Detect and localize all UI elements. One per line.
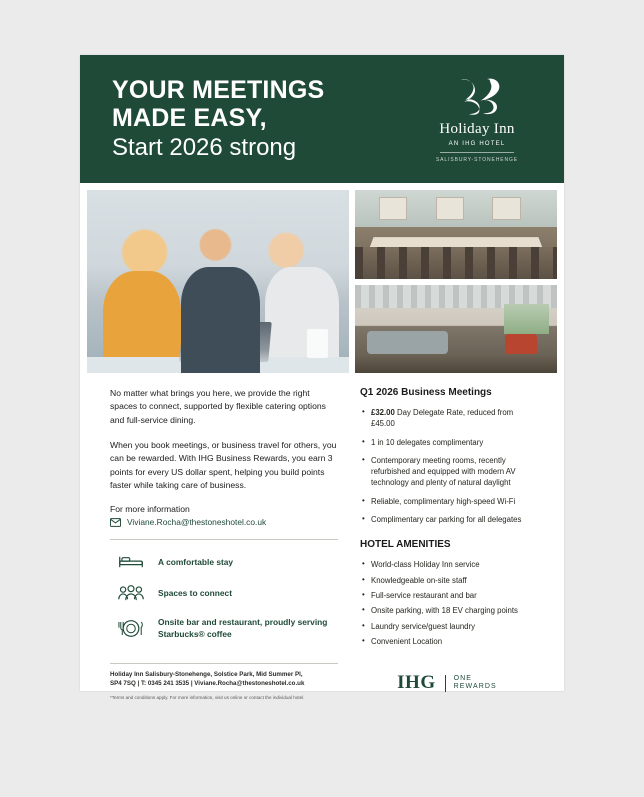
feature-label-2: Spaces to connect (158, 588, 233, 599)
photo-boardroom-chairs (355, 247, 557, 279)
photo-lounge-floor (355, 354, 557, 373)
amenities-list (360, 559, 534, 647)
headline-line-1: YOUR MEETINGS (112, 75, 325, 104)
header-text-block (80, 76, 402, 163)
photo-glass (307, 329, 328, 358)
photo-laptop (180, 322, 273, 362)
dining-icon (116, 619, 146, 638)
list-item: • Laundry service/guest laundry (371, 621, 534, 632)
header-banner (80, 55, 564, 183)
headline-line-3: Start 2026 strong (112, 133, 297, 161)
feature-comfortable-stay (110, 554, 338, 570)
photo-table (87, 357, 349, 373)
terms-note: *Terms and conditions apply. For more information, visit us online or contact the individual hotel. (110, 695, 305, 701)
rewards-line-2: REWARDS (453, 683, 497, 691)
meetings-heading: Q1 2026 Business Meetings (360, 387, 492, 398)
photo-right-column (355, 190, 557, 373)
rewards-line-1: ONE (453, 674, 473, 682)
people-icon (116, 585, 146, 602)
footer (80, 655, 564, 701)
envelope-icon (110, 518, 121, 527)
feature-bar-restaurant (110, 617, 338, 640)
meetings-list (360, 407, 534, 525)
address-line-2: SP4 7SQ | T: 0345 241 3535 | Viviane.Rocha@thestoneshotel.co.uk (110, 680, 305, 688)
list-item: • £32.00 Day Delegate Rate, reduced from £45.00 (371, 407, 534, 430)
list-item: • Reliable, complimentary high-speed Wi-Fi (371, 496, 534, 507)
ihg-one-rewards-logo (360, 672, 534, 700)
left-column (110, 387, 338, 655)
photo-wall-art-3 (492, 197, 520, 220)
list-item: • Knowledgeable on-site staff (371, 575, 534, 586)
one-rewards-lockup (445, 675, 497, 693)
email-row[interactable] (110, 517, 338, 527)
intro-paragraph-1: No matter what brings you here, we provide the right spaces to connect, supported by flexible catering options and full-service dining. (110, 388, 326, 425)
list-item: • Convenient Location (371, 636, 534, 647)
photo-meeting-people (87, 190, 349, 373)
footer-divider (110, 663, 338, 664)
brand-location: SALISBURY-STONEHENGE (435, 156, 519, 163)
brand-name: Holiday Inn (439, 120, 515, 137)
photo-wall-art-1 (379, 197, 407, 220)
list-item: • 1 in 10 delegates complimentary (371, 437, 534, 448)
more-info-label: For more information (110, 504, 190, 515)
right-column (360, 387, 534, 655)
list-item: • World-class Holiday Inn service (371, 559, 534, 570)
amenities-heading: HOTEL AMENITIES (360, 539, 451, 551)
day-delegate-rate: £32.00 (371, 408, 395, 417)
photo-strip (80, 183, 564, 373)
photo-boardroom-scene (355, 190, 557, 279)
holiday-inn-h-icon (451, 76, 503, 116)
bed-icon (116, 554, 146, 570)
flyer-page (80, 55, 564, 701)
feature-label-3: Onsite bar and restaurant, proudly serving Starbucks® coffee (158, 617, 328, 639)
left-divider (110, 539, 338, 540)
contact-email-link[interactable]: Viviane.Rocha@thestoneshotel.co.uk (127, 517, 267, 528)
photo-lounge (355, 285, 557, 374)
ihg-wordmark: IHG (397, 672, 436, 694)
list-item: • Full-service restaurant and bar (371, 590, 534, 601)
list-item: • Contemporary meeting rooms, recently refurbished and equipped with modern AV technology and plenty of natural daylight (371, 455, 534, 489)
photo-lounge-chair (505, 334, 537, 355)
logo-divider (440, 152, 514, 153)
photo-boardroom (355, 190, 557, 279)
feature-spaces-to-connect (110, 585, 338, 602)
list-item: • Complimentary car parking for all delegates (371, 514, 534, 525)
list-item: • Onsite parking, with 18 EV charging points (371, 605, 534, 616)
footer-address-block (110, 663, 360, 701)
address-line-1: Holiday Inn Salisbury-Stonehenge, Solstice Park, Mid Summer Pl, (110, 670, 303, 678)
photo-lounge-scene (355, 285, 557, 374)
photo-lounge-sofa (367, 331, 448, 354)
content-area (80, 373, 564, 655)
headline-line-2: MADE EASY, (112, 103, 267, 132)
feature-label-1: A comfortable stay (158, 556, 234, 567)
photo-lounge-window (504, 304, 548, 334)
holiday-inn-logo (402, 76, 564, 163)
brand-subtitle: AN IHG HOTEL (448, 140, 506, 147)
intro-paragraph-2: When you book meetings, or business travel for others, you can be rewarded. With IHG Business Rewards, you earn 3 points for every US dollar spent, helping you build points faster while taking care of business. (110, 439, 337, 490)
photo-wall-art-2 (436, 197, 464, 220)
photo-meeting-people-scene (87, 190, 349, 373)
